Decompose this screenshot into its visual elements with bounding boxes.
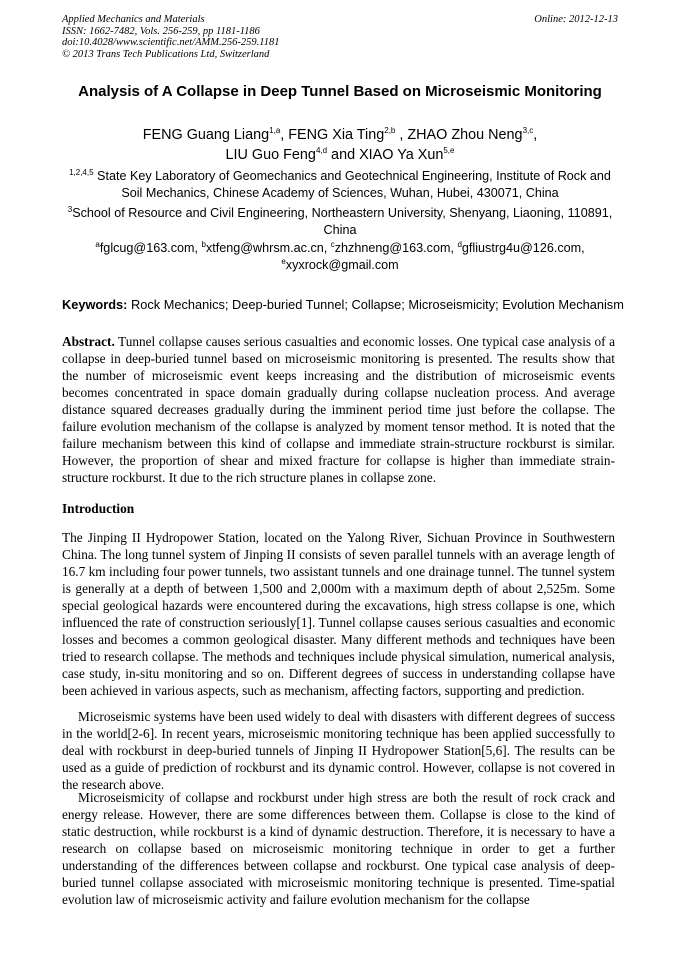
- affiliation-superscript: 1,2,4,5: [69, 167, 94, 177]
- issn-line: ISSN: 1662-7482, Vols. 256-259, pp 1181-1186: [62, 25, 260, 37]
- abstract-text: Tunnel collapse causes serious casualties and economic losses. One typical case analysis of a collapse in deep-buried tunnel based on microseismic monitoring is presented. The results show that the number of microseismic event keeps increasing and the distribution of microseismic events becomes concentrated in space domain gradually during collapse nucleation process. And average distance squared decreases gradually during the imminent period time just before the collapse. The failure evolution mechanism of the collapse is analyzed by moment tensor method. It is noted that the failure mechanism between this kind of collapse and immediate strain-structure rockburst is similar. However, the proportion of shear and mixed fracture for collapse is higher than immediate strain-structure rockburst. It due to the rich structure planes in collapse zone.: [62, 334, 615, 485]
- abstract-paragraph: [62, 333, 615, 486]
- affiliation-superscript: 3: [67, 204, 73, 214]
- paper-title: Analysis of A Collapse in Deep Tunnel Based on Microseismic Monitoring: [78, 83, 602, 100]
- author-name: FENG Guang Liang: [142, 127, 270, 143]
- journal-name: Applied Mechanics and Materials: [62, 14, 205, 25]
- author-name: LIU Guo Feng: [225, 147, 316, 163]
- email-address: xyxrock@gmail.com: [285, 258, 399, 272]
- author-list: FENG Guang Liang$^{1,a}$, FENG Xia Ting$^{2,b}$ , ZHAO Zhou Neng$^{3,c}$, LIU Guo Feng$^{4,d}$ and XIAO Ya Xun$^{5,e}$: [142, 126, 538, 163]
- author-name: ZHAO Zhou Neng: [407, 127, 523, 143]
- author-name: XIAO Ya Xun: [359, 147, 444, 163]
- author-superscript: 3,c: [522, 126, 534, 136]
- affiliation-text: School of Resource and Civil Engineering, Northeastern University, Shenyang, Liaoning, 110891, China: [72, 206, 613, 237]
- email-address: fglcug@163.com: [99, 241, 195, 255]
- email-superscript: e: [281, 256, 286, 266]
- online-date: Online: 2012-12-13: [534, 14, 618, 25]
- section-heading: Introduction: [62, 501, 135, 516]
- keywords-label: Keywords:: [62, 297, 128, 312]
- email-superscript: d: [457, 239, 462, 249]
- running-header: [62, 14, 618, 60]
- author-superscript: 1,a: [269, 126, 281, 136]
- author-superscript: 5,e: [443, 146, 455, 156]
- email-superscript: b: [201, 239, 206, 249]
- affiliation-text: State Key Laboratory of Geomechanics and Geotechnical Engineering, Institute of Rock and Soil Mechanics, Chinese Academy of Sciences, Wuhan, Hubei, 430071, China: [97, 169, 611, 200]
- body-paragraph: Microseismicity of collapse and rockburst under high stress are both the result of rock crack and energy release. However, there are some differences between them. Collapse is close to the kind of static destruction, while rockburst is a kind of dynamic destruction. Therefore, it is necessary to have a research on collapse based on microseismic monitoring technique in order to get a further understanding of the differences between collapse and rockburst. One typical case analysis of deep-buried tunnel collapse associated with microseismic monitoring technique is presented. Time-spatial evolution law of microseismic activity and failure evolution mechanism for the collapse: [62, 790, 615, 907]
- keywords-text: Rock Mechanics; Deep-buried Tunnel; Collapse; Microseismicity; Evolution Mechanism: [130, 297, 624, 312]
- email-superscript: c: [330, 239, 335, 249]
- author-superscript: 4,d: [315, 146, 328, 156]
- body-paragraph: The Jinping II Hydropower Station, located on the Yalong River, Sichuan Province in Southwestern China. The long tunnel system of Jinping II consists of seven parallel tunnels with an average length of 16.7 km including four power tunnels, two assistant tunnels and one drainage tunnel. The tunnel system is generally at a depth of between 1,500 and 2,000m with a maximum depth of about 2,525m. Some special geological hazards were encountered during the excavations, high stress collapse is one, which influenced the rate of construction seriously[1]. Tunnel collapse causes serious casualties and economic losses and becomes a common geological disaster. Many different methods and techniques have been tried to research collapse. The methods and techniques include physical simulation, numerical analysis, case study, in-situ monitoring and so on. Different degrees of success in understanding collapse have been achieved in various aspects, such as mechanism, affecting factors, supporting and prediction.: [62, 530, 615, 698]
- author-name: FENG Xia Ting: [288, 127, 385, 143]
- affiliation-2: [62, 205, 618, 239]
- author-superscript: 2,b: [384, 126, 396, 136]
- email-superscript: a: [95, 239, 100, 249]
- email-list: $^a$fglcug@163.com, $^b$xtfeng@whrsm.ac.cn, $^c$zhzhneng@163.com, $^d$gfliustrg4u@126.com, $^e$xyxrock@gmail.com: [95, 239, 585, 272]
- email-address: zhzhneng@163.com: [334, 241, 451, 255]
- keywords-line: [62, 296, 624, 313]
- affiliation-1: [62, 168, 618, 202]
- email-address: gfliustrg4u@126.com: [461, 241, 582, 255]
- copyright-line: © 2013 Trans Tech Publications Ltd, Switzerland: [62, 48, 270, 60]
- doi-line: doi:10.4028/www.scientific.net/AMM.256-259.1181: [62, 37, 280, 48]
- abstract-label: Abstract.: [62, 334, 115, 349]
- email-address: xtfeng@whrsm.ac.cn: [205, 241, 324, 255]
- body-paragraph: Microseismic systems have been used widely to deal with disasters with different degrees of success in the world[2-6]. In recent years, microseismic monitoring technique has been applied successfully to deal with rockburst in deep-buried tunnels of Jinping II Hydropower Station[5,6]. The results can be used as a guide of prediction of rockburst and its dynamic control. However, collapse is not covered in the research above.: [62, 709, 615, 792]
